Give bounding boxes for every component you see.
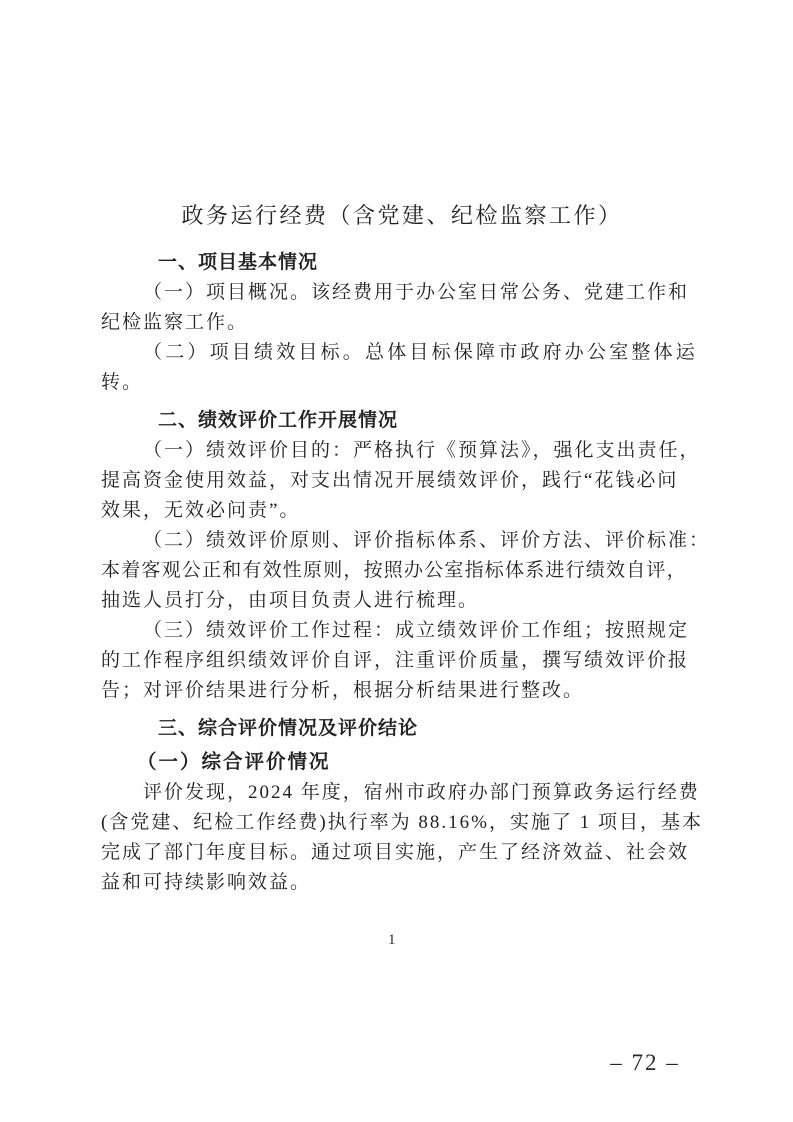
paragraph-line: 本着客观公正和有效性原则，按照办公室指标体系进行绩效自评，	[101, 560, 687, 581]
paragraph-line: （二）绩效评价原则、评价指标体系、评价方法、评价标准：	[143, 530, 711, 551]
paragraph-line: (含党建、纪检工作经费)执行率为 88.16%，实施了 1 项目，基本	[101, 812, 703, 833]
paragraph-line: （一）项目概况。该经费用于办公室日常公务、党建工作和	[143, 282, 690, 303]
paragraph-line: 效果，无效必问责”。	[101, 500, 301, 521]
paragraph-line: 益和可持续影响效益。	[101, 872, 312, 893]
section-heading-3: 三、综合评价情况及评价结论	[158, 718, 419, 739]
paragraph-line: 评价发现，2024 年度，宿州市政府办部门预算政务运行经费	[143, 782, 700, 803]
paragraph-line: 抽选人员打分，由项目负责人进行梳理。	[101, 590, 480, 611]
paragraph-line: 的工作程序组织绩效评价自评，注重评价质量，撰写绩效评价报	[101, 650, 690, 671]
paragraph-line: 转。	[101, 372, 144, 393]
paragraph-6	[101, 778, 703, 898]
paragraph-line: （三）绩效评价工作过程：成立绩效评价工作组；按照规定	[143, 620, 690, 641]
sub-heading-1: （一）综合评价情况	[137, 752, 331, 773]
paragraph-line: 完成了部门年度目标。通过项目实施，产生了经济效益、社会效	[101, 842, 690, 863]
document-title: 政务运行经费（含党建、纪检监察工作）	[181, 203, 623, 228]
paragraph-4	[101, 526, 711, 616]
section-heading-2: 二、绩效评价工作开展情况	[158, 410, 399, 431]
paragraph-line: 纪检监察工作。	[101, 312, 249, 333]
paragraph-line: （二）项目绩效目标。总体目标保障市政府办公室整体运	[143, 342, 699, 363]
paragraph-line: 提高资金使用效益，对支出情况开展绩效评价，践行“花钱必问	[101, 470, 679, 491]
paragraph-line: 告；对评价结果进行分析，根据分析结果进行整改。	[101, 680, 585, 701]
paragraph-2	[101, 338, 699, 398]
paragraph-5	[101, 616, 693, 706]
section-heading-1: 一、项目基本情况	[158, 252, 319, 273]
paragraph-line: （一）绩效评价目的：严格执行《预算法》，强化支出责任，	[143, 440, 701, 461]
pdf-page-number: – 72 –	[610, 1050, 680, 1075]
inner-page-number: 1	[388, 932, 396, 948]
paragraph-1	[101, 278, 693, 338]
paragraph-3	[101, 436, 701, 526]
document-content	[101, 198, 711, 898]
